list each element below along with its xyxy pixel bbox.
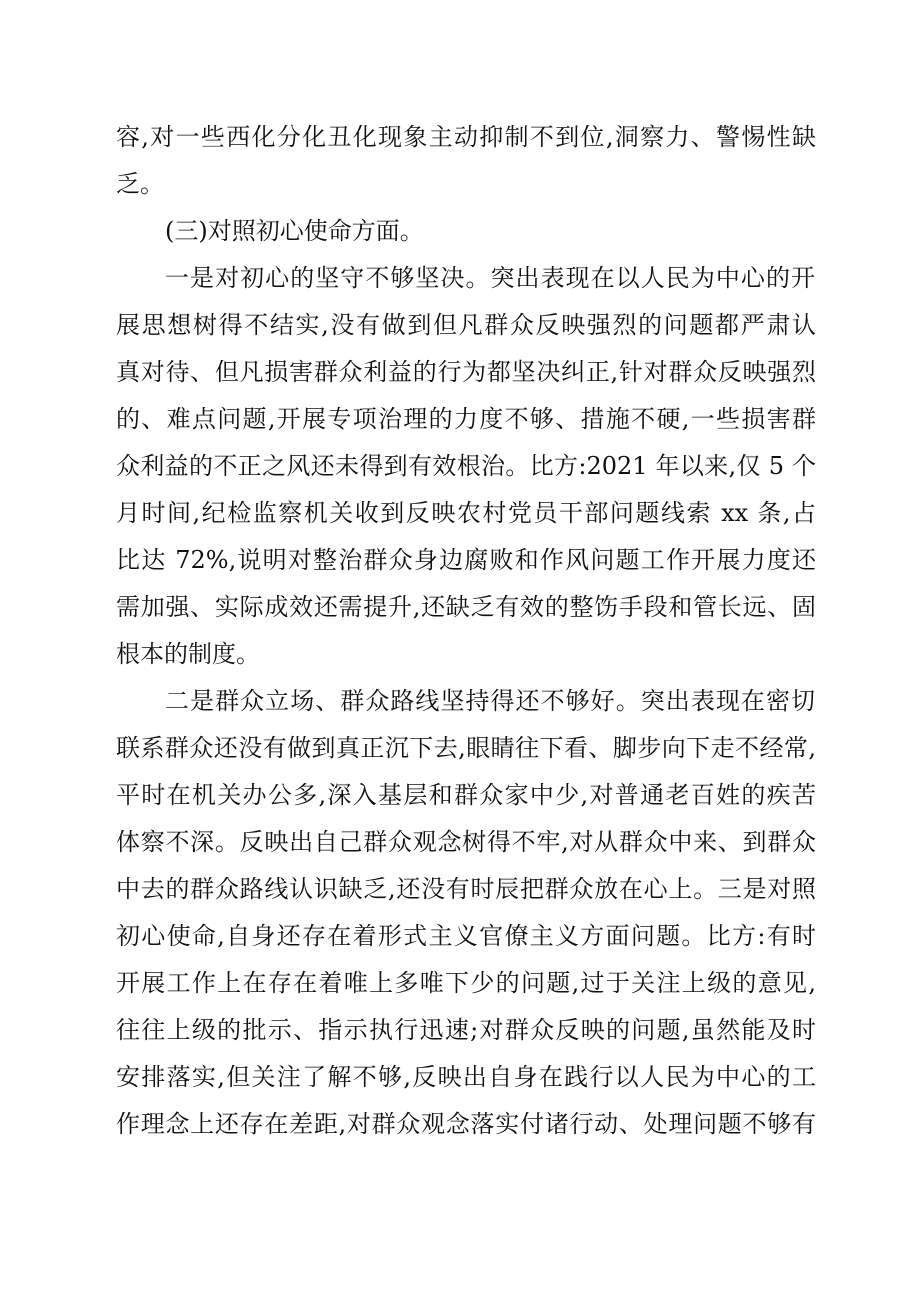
text-line: 比达 72%,说明对整治群众身边腐败和作风问题工作开展力度还 (116, 546, 816, 574)
text-line: 往往上级的批示、指示执行迅速;对群众反映的问题,虽然能及时 (116, 1016, 816, 1044)
text-line: 月时间,纪检监察机关收到反映农村党员干部问题线索 xx 条,占 (116, 499, 816, 527)
text-line: 需加强、实际成效还需提升,还缺乏有效的整饬手段和管长远、固 (116, 593, 816, 621)
text-line: 展思想树得不结实,没有做到但凡群众反映强烈的问题都严肃认 (116, 311, 816, 339)
text-line: 容,对一些西化分化丑化现象主动抑制不到位,洞察力、警惕性缺 (116, 123, 816, 151)
text-line: 中去的群众路线认识缺乏,还没有时辰把群众放在心上。三是对照 (116, 875, 816, 903)
text-line: 作理念上还存在差距,对群众观念落实付诸行动、处理问题不够有 (116, 1110, 816, 1138)
text-line: 真对待、但凡损害群众利益的行为都坚决纠正,针对群众反映强烈 (116, 358, 816, 386)
text-line: 的、难点问题,开展专项治理的力度不够、措施不硬,一些损害群 (116, 405, 816, 433)
text-line: 联系群众还没有做到真正沉下去,眼睛往下看、脚步向下走不经常, (116, 734, 816, 762)
text-line: 乏。 (116, 170, 164, 198)
text-line: 初心使命,自身还存在着形式主义官僚主义方面问题。比方:有时 (116, 922, 816, 950)
text-line: 众利益的不正之风还未得到有效根治。比方:2021 年以来,仅 5 个 (116, 452, 816, 480)
text-line: 根本的制度。 (116, 640, 260, 668)
text-line: 平时在机关办公多,深入基层和群众家中少,对普通老百姓的疾苦 (116, 781, 816, 809)
text-line: 二是群众立场、群众路线坚持得还不够好。突出表现在密切 (165, 687, 815, 715)
text-line: 一是对初心的坚守不够坚决。突出表现在以人民为中心的开 (165, 264, 815, 292)
section-heading: (三)对照初心使命方面。 (165, 217, 424, 245)
text-line: 体察不深。反映出自己群众观念树得不牢,对从群众中来、到群众 (116, 828, 816, 856)
text-line: 安排落实,但关注了解不够,反映出自身在践行以人民为中心的工 (116, 1063, 816, 1091)
text-line: 开展工作上在存在着唯上多唯下少的问题,过于关注上级的意见, (116, 969, 816, 997)
